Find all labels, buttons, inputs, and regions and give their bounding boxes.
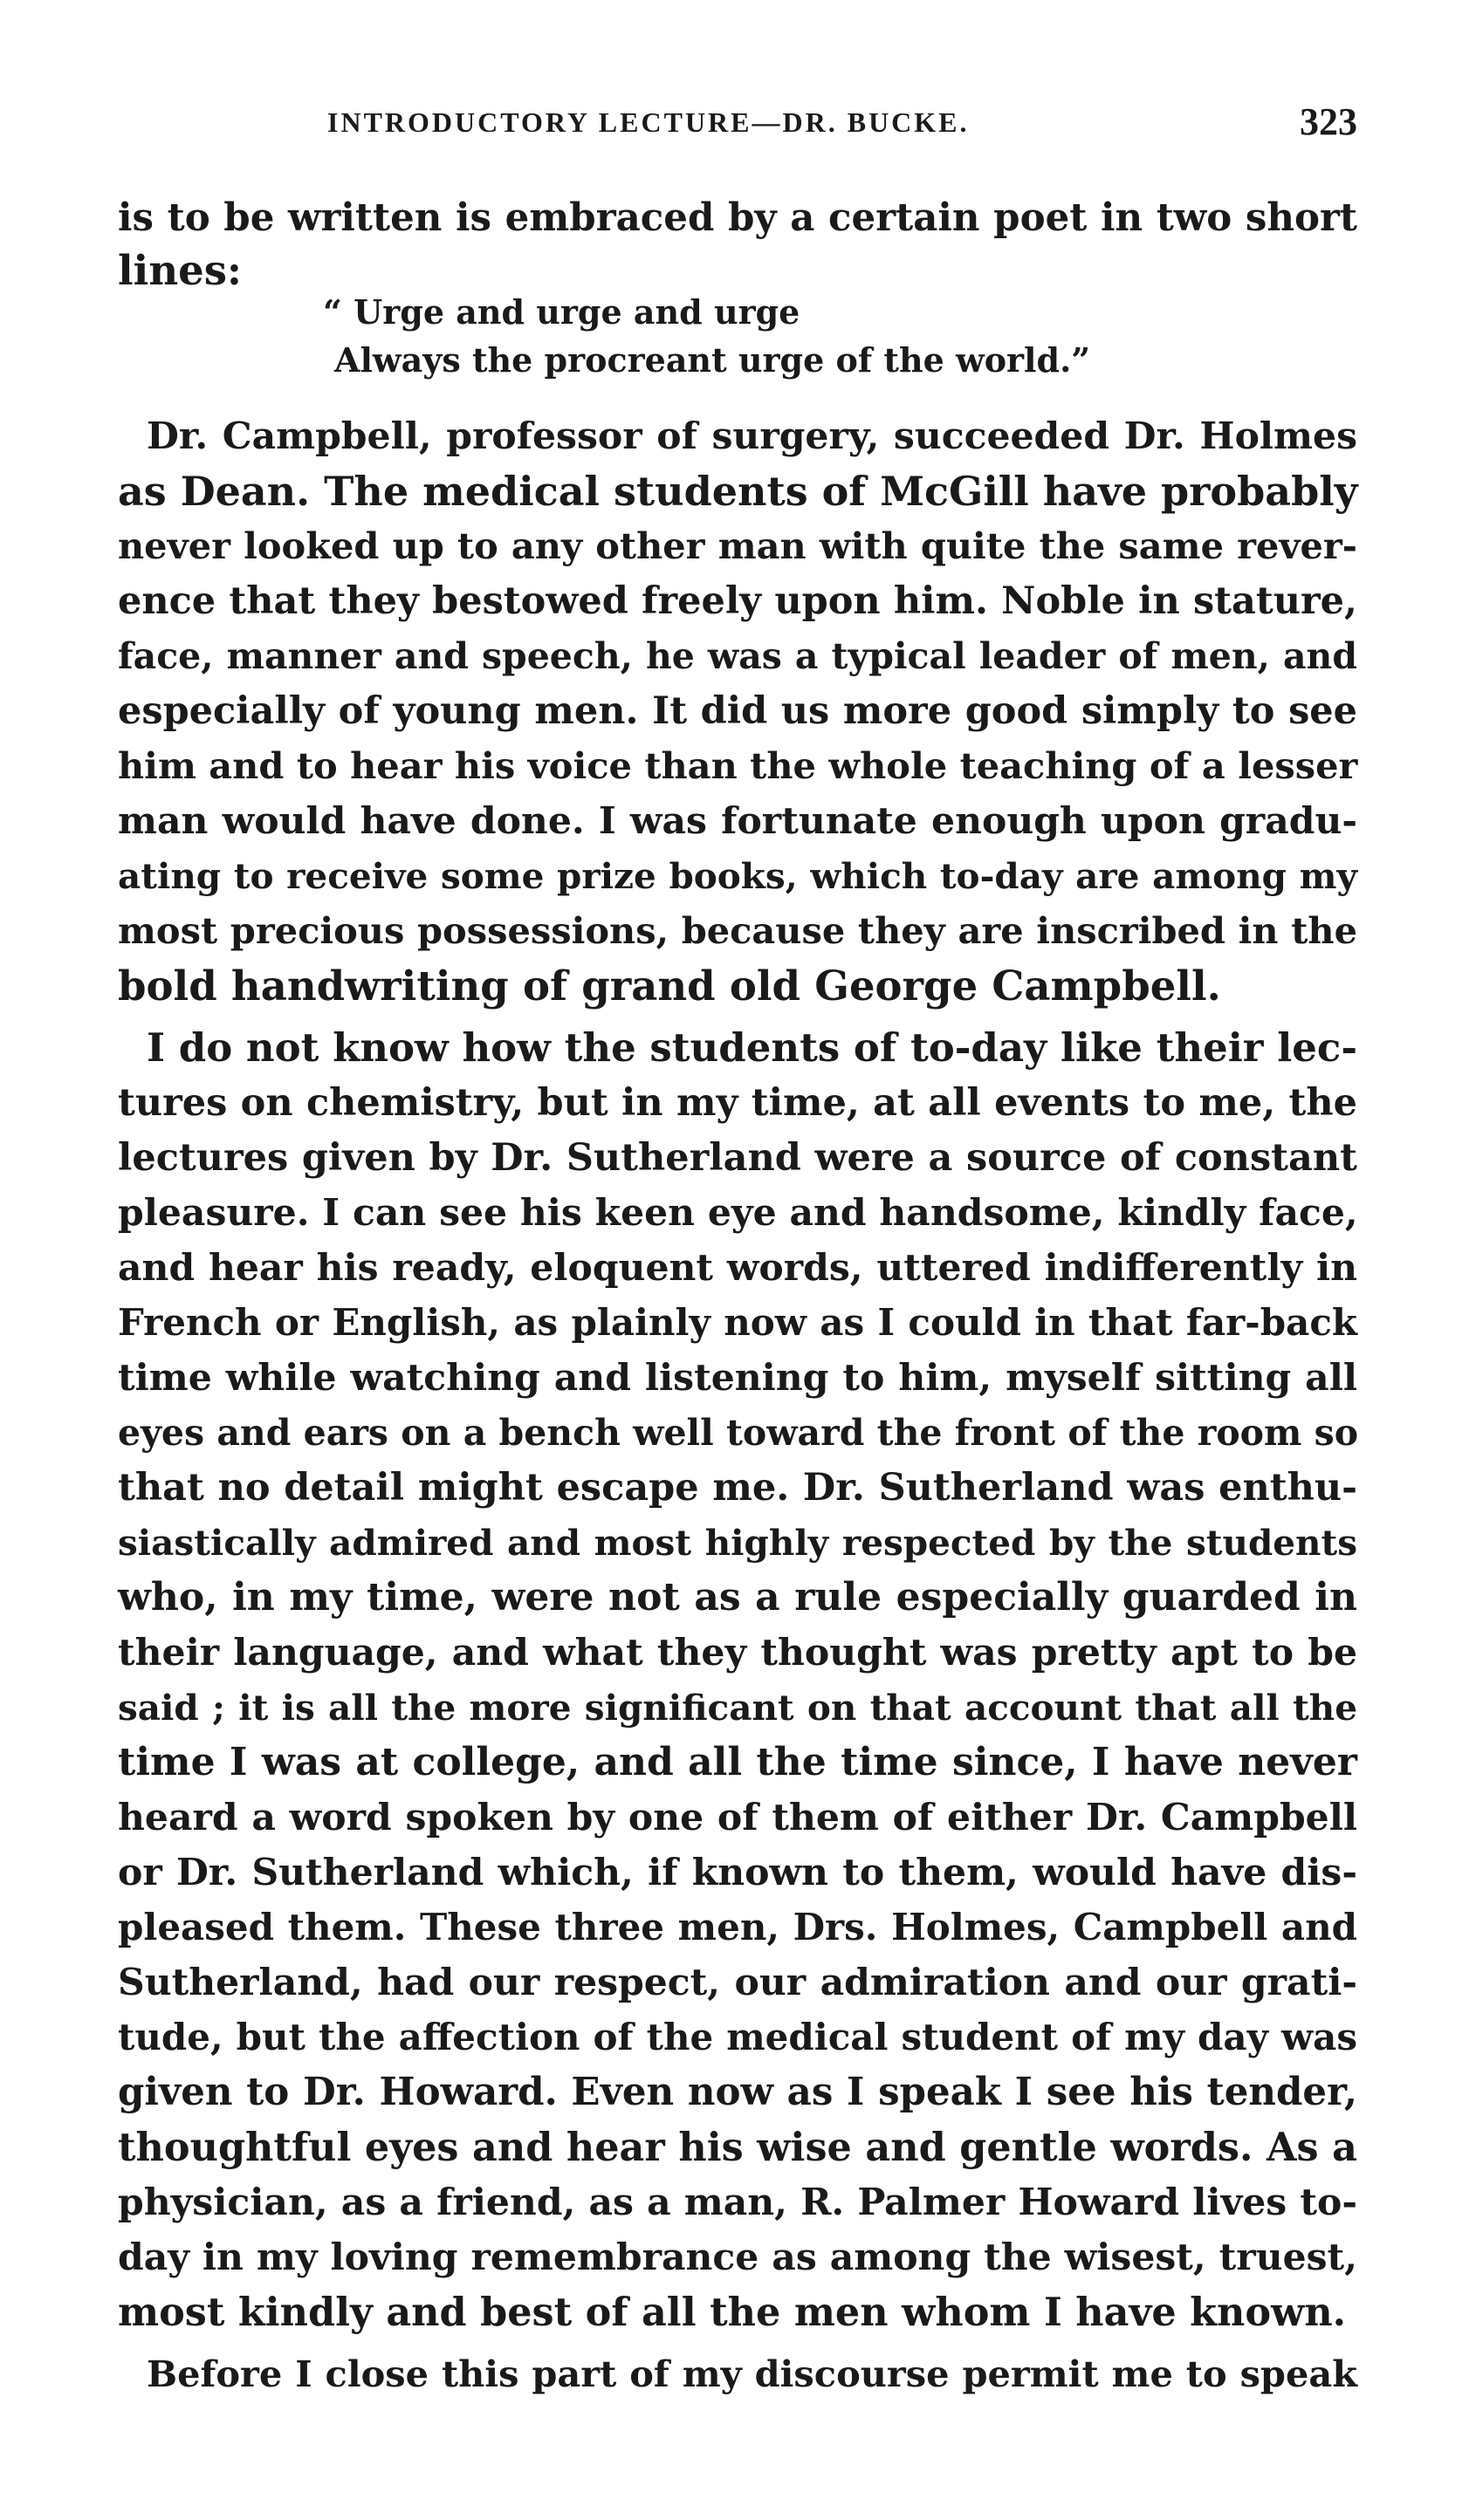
text-line: face, manner and speech, he was a typical leader of men, and: [118, 635, 1357, 677]
page-number: 323: [1300, 100, 1357, 143]
text-line: lines:: [118, 246, 243, 294]
text-line: Sutherland, had our respect, our admiration and our grati-: [118, 1961, 1357, 2004]
text-line: is to be written is embraced by a certain poet in two short: [118, 195, 1357, 240]
text-line: pleased them. These three men, Drs. Holmes, Campbell and: [118, 1906, 1357, 1948]
poem-line: Always the procreant urge of the world.”: [334, 340, 1091, 380]
text-line: I do not know how the students of to-day like their lec-: [147, 1024, 1357, 1071]
text-line: man would have done. I was fortunate enough upon gradu-: [118, 799, 1357, 843]
text-line: pleasure. I can see his keen eye and handsome, kindly face,: [118, 1191, 1358, 1235]
text-line: day in my loving remembrance as among the wisest, truest,: [118, 2236, 1357, 2279]
text-line: heard a word spoken by one of them of either Dr. Campbell: [118, 1796, 1357, 1839]
text-line: physician, as a friend, as a man, R. Palmer Howard lives to-: [118, 2181, 1357, 2224]
text-line: and hear his ready, eloquent words, uttered indifferently in: [118, 1246, 1357, 1290]
text-line: their language, and what they thought was pretty apt to be: [118, 1631, 1357, 1674]
text-line: never looked up to any other man with quite the same rever-: [118, 524, 1357, 567]
text-line: time while watching and listening to him, myself sitting all: [118, 1356, 1357, 1400]
poem-line: “ Urge and urge and urge: [323, 292, 800, 332]
text-line: tures on chemistry, but in my time, at all events to me, the: [118, 1081, 1357, 1125]
text-line: Dr. Campbell, professor of surgery, succeeded Dr. Holmes: [147, 414, 1357, 458]
text-line: tude, but the affection of the medical student of my day was: [118, 2016, 1357, 2058]
text-line: Before I close this part of my discourse permit me to speak: [147, 2352, 1357, 2395]
text-line: bold handwriting of grand old George Campbell.: [118, 962, 1221, 1010]
text-line: as Dean. The medical students of McGill have probably: [118, 468, 1358, 515]
text-line: French or English, as plainly now as I could in that far-back: [118, 1301, 1357, 1344]
text-line: eyes and ears on a bench well toward the front of the room so: [118, 1412, 1359, 1454]
page-header: [118, 96, 1357, 148]
text-line: especially of young men. It did us more good simply to see: [118, 689, 1357, 733]
text-line: that no detail might escape me. Dr. Sutherland was enthu-: [118, 1466, 1357, 1510]
text-line: most precious possessions, because they are inscribed in the: [118, 909, 1357, 952]
text-line: said ; it is all the more significant on that account that all the: [118, 1687, 1357, 1729]
text-line: ence that they bestowed freely upon him. Noble in stature,: [118, 579, 1357, 623]
text-line: thoughtful eyes and hear his wise and gentle words. As a: [118, 2125, 1357, 2170]
text-line: or Dr. Sutherland which, if known to them, would have dis-: [118, 1851, 1357, 1894]
running-head: INTRODUCTORY LECTURE—DR. BUCKE.: [327, 106, 970, 138]
text-line: most kindly and best of all the men whom I have known.: [118, 2290, 1347, 2335]
text-line: lectures given by Dr. Sutherland were a source of constant: [118, 1136, 1357, 1180]
text-line: ating to receive some prize books, which to-day are among my: [118, 855, 1357, 897]
text-line: him and to hear his voice than the whole teaching of a lesser: [118, 744, 1358, 787]
text-line: siastically admired and most highly respected by the students: [118, 1522, 1357, 1564]
text-line: given to Dr. Howard. Even now as I speak I see his tender,: [118, 2070, 1357, 2114]
text-line: time I was at college, and all the time since, I have never: [118, 1740, 1357, 1784]
text-line: who, in my time, were not as a rule especially guarded in: [118, 1575, 1357, 1620]
